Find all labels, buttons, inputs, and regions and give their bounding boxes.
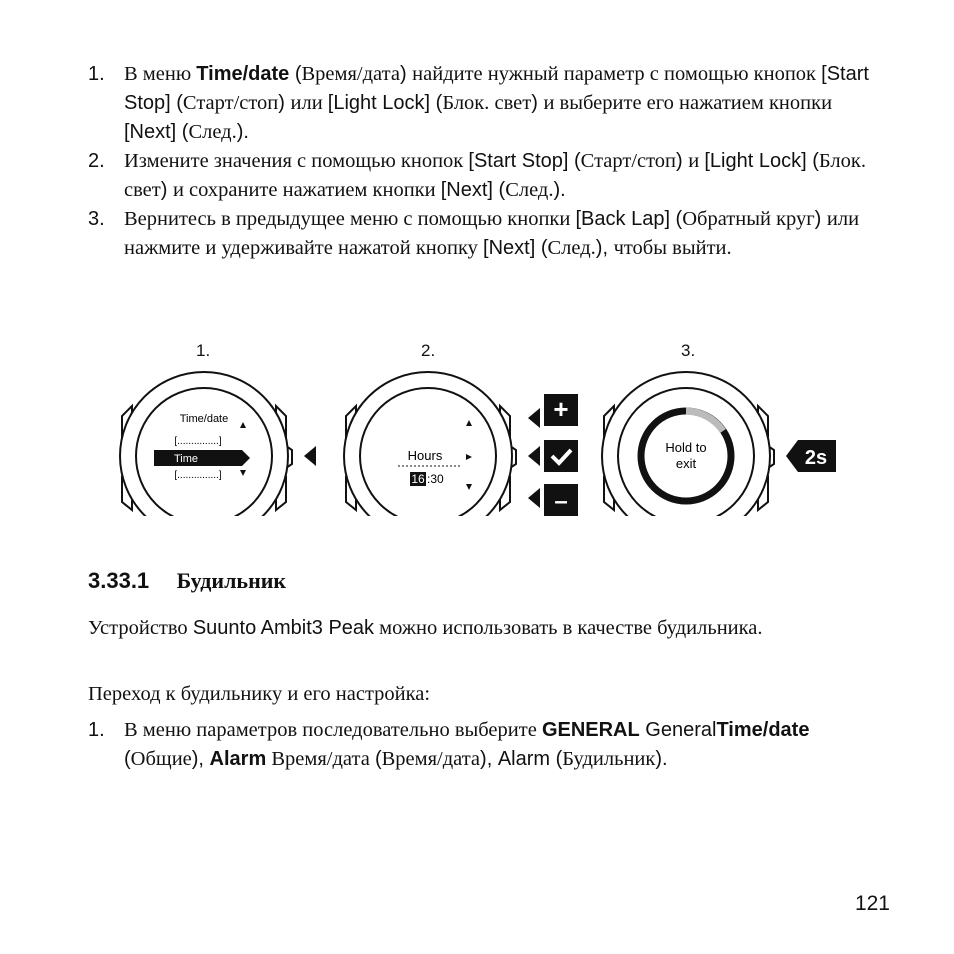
setting-label: Hours [407,448,443,463]
step-number: 1. [88,719,105,741]
figure-number: 2. [421,341,436,360]
text-run: В меню параметров последовательно выберите [124,719,542,741]
step-1 [88,60,878,147]
text-run: Общие [130,748,192,770]
alarm-step-1 [88,716,878,774]
step-number: 2. [88,150,105,172]
text-run: След. [505,179,554,201]
intro-paragraph [88,614,878,643]
section-number: 3.33.1 [88,568,150,593]
text-run: ) [278,92,291,114]
text-run: Вернитесь в предыдущее меню с помощью кнопки [124,208,576,230]
text-run: [Back Lap] ( [575,208,683,230]
text-run: ( [289,63,302,85]
text-run: ) [676,150,689,172]
minutes-value: :30 [427,472,444,486]
text-run: можно использовать в качестве будильника. [374,617,763,639]
steps-list [88,60,878,263]
text-run: ). [236,121,249,143]
text-run: GENERAL [541,719,640,741]
text-run: Блок. свет [124,150,866,201]
section-heading [88,568,286,594]
text-run: найдите нужный параметр с помощью кнопок [412,63,822,85]
check-button-icon [544,440,578,472]
text-run: и [688,150,705,172]
text-run: [Light Lock] ( [704,150,819,172]
menu-slot-top: [...............] [174,436,222,447]
figure-number: 3. [681,341,696,360]
text-run: ) [814,208,827,230]
text-run: или [290,92,328,114]
text-run: Устройство [88,617,193,639]
step-text [124,63,869,143]
howto-paragraph: Переход к будильнику и его настройка: [88,683,431,705]
text-run: и выберите его нажатием кнопки [543,92,833,114]
step-2 [88,147,878,205]
watch-figure-1 [110,366,330,516]
text-run: Измените значения с помощью кнопок [124,150,469,172]
plus-glyph: + [553,394,569,424]
text-run: ), Alarm ( [480,748,563,770]
text-run: ), [191,748,210,770]
page-number: 121 [854,892,890,915]
text-run: След. [547,237,596,259]
text-run: ) [160,179,173,201]
hold-duration: 2s [804,447,828,469]
text-run: Обратный круг [682,208,815,230]
press-arrow-icon [304,446,316,466]
watch-figure-2 [330,366,590,516]
step-text [124,150,866,201]
text-run: ) [399,63,413,85]
step-text [124,208,859,259]
text-run: Блок. свет [442,92,532,114]
figure-row [0,336,954,526]
text-run: Suunto Ambit3 Peak [192,617,375,639]
text-run: ( [374,748,382,770]
text-run: [Start Stop] ( [468,150,581,172]
step-text [124,719,809,770]
text-run: Будильник [562,748,656,770]
text-run: ), [595,237,614,259]
text-run: Старт/стоп [580,150,677,172]
text-run: и сохраните нажатием кнопки [172,179,441,201]
text-run: Время/дата [381,748,481,770]
hold-text-line2: exit [675,456,697,471]
text-run: Time/date [716,719,810,741]
text-run: [Next] ( [483,237,548,259]
text-run: Время/дата [301,63,400,85]
text-run: General [639,719,717,741]
selected-row-highlight [154,450,250,466]
step-number: 3. [88,208,105,230]
hold-text-line1: Hold to [665,440,707,455]
figure-number: 1. [196,341,211,360]
step-number: 1. [88,63,105,85]
hours-value: 16 [411,472,425,486]
text-run: Time/date [196,63,290,85]
screen-title: Time/date [179,413,229,425]
text-run: След. [188,121,237,143]
press-arrow-icon [528,488,540,508]
press-arrow-icon [528,408,540,428]
text-run: Старт/стоп [182,92,279,114]
step-3 [88,205,878,263]
menu-slot-bottom: [...............] [174,470,222,481]
alarm-steps-list [88,716,878,774]
text-run: ). [553,179,566,201]
text-run: [Light Lock] ( [327,92,443,114]
watch-figure-3 [592,366,842,516]
press-arrow-icon [528,446,540,466]
text-run: чтобы выйти. [613,237,732,259]
text-run: В меню [124,63,197,85]
text-run: ( [124,748,131,770]
text-run: [Next] ( [440,179,506,201]
section-title: Будильник [176,568,287,593]
text-run: [Next] ( [124,121,189,143]
menu-selected-item: Time [173,453,199,465]
text-run: [Start Stop] ( [124,63,869,114]
text-run: ) [531,92,544,114]
text-run: Время/дата [266,748,375,770]
text-run: или нажмите и удерживайте нажатой кнопку [124,208,860,259]
minus-glyph: – [554,488,568,515]
text-run: ). [655,748,668,770]
intro-text [88,617,763,639]
text-run: Alarm [209,748,267,770]
